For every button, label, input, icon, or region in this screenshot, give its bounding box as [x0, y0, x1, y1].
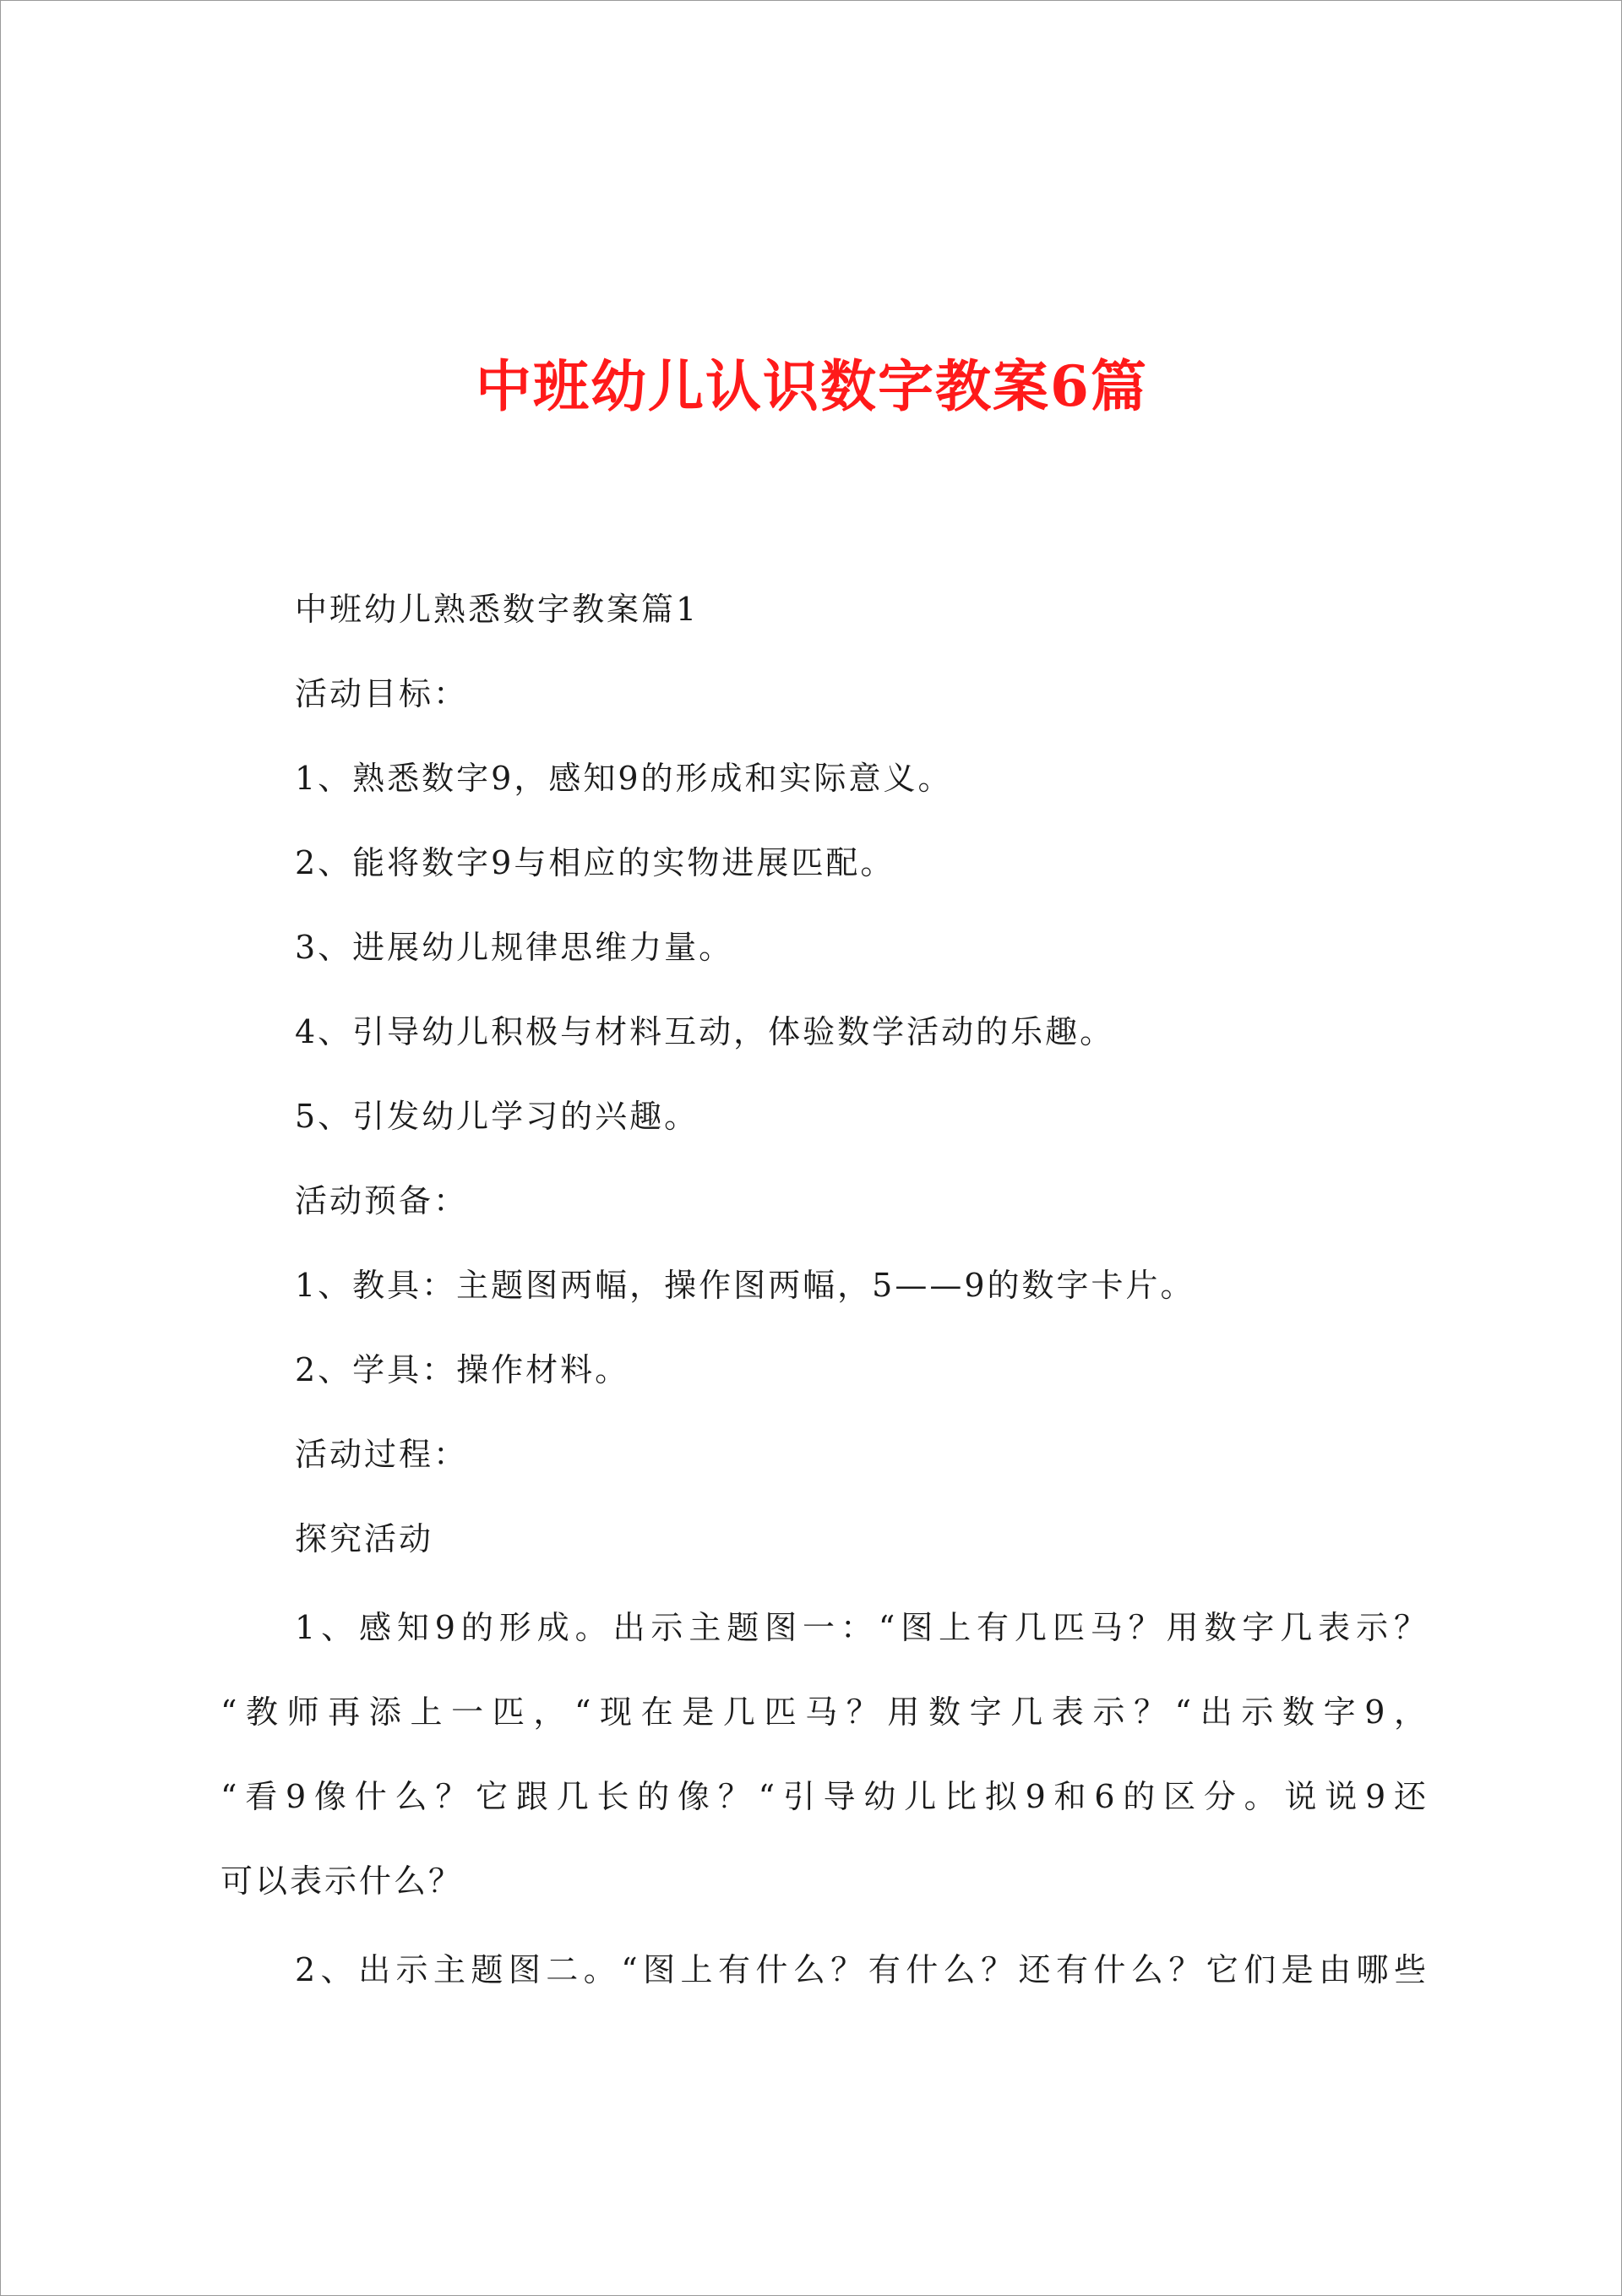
- paragraph-1-line-1: 1、感知9的形成。出示主题图一：“图上有几匹马？用数字几表示？: [295, 1609, 1429, 1646]
- paragraph-2-line-1: 2、出示主题图二。“图上有什么？有什么？还有什么？它们是由哪些: [295, 1951, 1429, 1988]
- section-heading: 中班幼儿熟悉数字教案篇1: [295, 591, 699, 628]
- paragraph-1-line-2: “教师再添上一匹，“现在是几匹马？用数字几表示？“出示数字9，: [220, 1693, 1429, 1731]
- goal-item-2: 2、能将数字9与相应的实物进展匹配。: [295, 844, 895, 881]
- goal-item-3: 3、进展幼儿规律思维力量。: [295, 929, 734, 966]
- subheading-goals: 活动目标：: [295, 675, 469, 712]
- goal-item-4: 4、引导幼儿积极与材料互动，体验数学活动的乐趣。: [295, 1013, 1115, 1050]
- preparation-item-1: 1、教具：主题图两幅，操作图两幅，5——9的数字卡片。: [295, 1267, 1195, 1304]
- paragraph-1-line-4: 可以表示什么？: [220, 1862, 464, 1900]
- subheading-explore: 探究活动: [295, 1520, 434, 1557]
- paragraph-1-line-3: “看9像什么？它跟几长的像？“引导幼儿比拟9和6的区分。说说9还: [220, 1778, 1429, 1815]
- goal-item-1: 1、熟悉数字9，感知9的形成和实际意义。: [295, 760, 953, 797]
- goal-item-5: 5、引发幼儿学习的兴趣。: [295, 1098, 699, 1135]
- subheading-preparation: 活动预备：: [295, 1182, 469, 1219]
- document-title: 中班幼儿认识数字教案6篇: [476, 353, 1148, 419]
- subheading-process: 活动过程：: [295, 1436, 469, 1473]
- preparation-item-2: 2、学具：操作材料。: [295, 1351, 630, 1388]
